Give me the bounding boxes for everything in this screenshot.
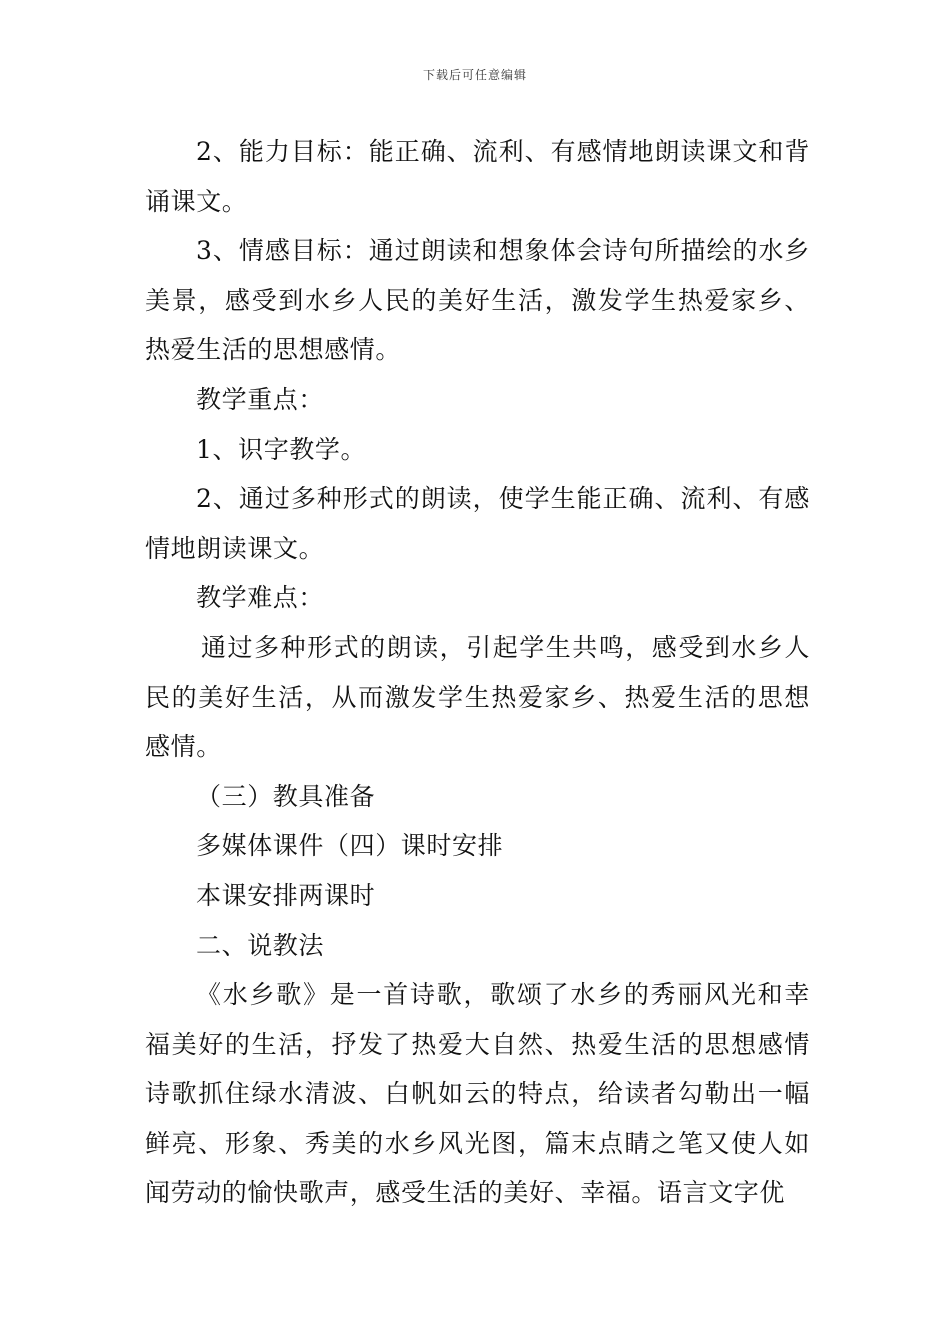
paragraph-emotion-goal: 3、情感目标：通过朗读和想象体会诗句所描绘的水乡美景，感受到水乡人民的美好生活，激发学生热爱家乡、热爱生活的思想感情。 <box>145 236 810 365</box>
page-header: 下载后可任意编辑 <box>422 68 527 82</box>
paragraph-lesson-arrangement: 本课安排两课时 <box>196 880 376 910</box>
paragraph-focus-2: 2、通过多种形式的朗读，使学生能正确、流利、有感情地朗读课文。 <box>145 484 810 563</box>
heading-teaching-difficulty: 教学难点： <box>196 583 325 613</box>
heading-teaching-method: 二、说教法 <box>196 930 325 960</box>
heading-teaching-aids: （三）教具准备 <box>196 781 376 811</box>
paragraph-ability-goal: 2、能力目标：能正确、流利、有感情地朗读课文和背诵课文。 <box>145 137 810 216</box>
paragraph-teaching-aids: 多媒体课件（四）课时安排 <box>196 831 504 861</box>
document-body <box>145 127 810 1218</box>
paragraph-difficulty: 通过多种形式的朗读，引起学生共鸣，感受到水乡人民的美好生活，从而激发学生热爱家乡、热爱生活的思想感情。 <box>145 632 810 762</box>
paragraph-focus-1: 1、识字教学。 <box>196 434 367 464</box>
heading-teaching-focus: 教学重点： <box>196 384 325 414</box>
paragraph-teaching-method: 《水乡歌》是一首诗歌，歌颂了水乡的秀丽风光和幸福美好的生活，抒发了热爱大自然、热爱生活的思想感情诗歌抓住绿水清波、白帆如云的特点，给读者勾勒出一幅鲜亮、形象、秀美的水乡风光图，篇末点睛之笔又使人如闻劳动的愉快歌声，感受生活的美好、幸福。语言文字优 <box>145 980 810 1208</box>
